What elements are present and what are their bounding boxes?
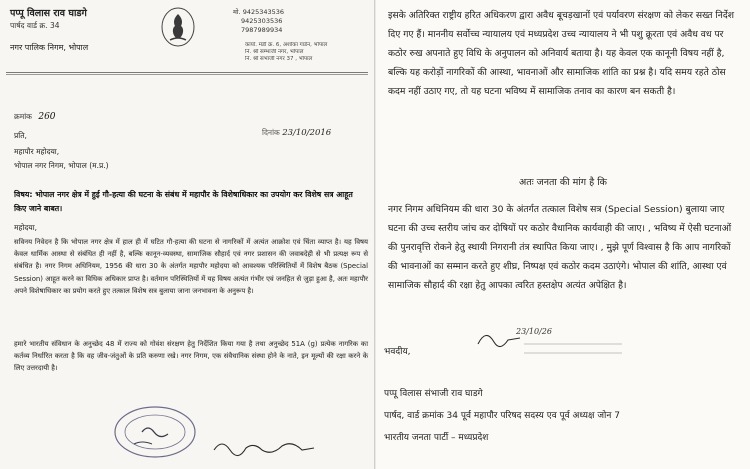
reference-number: [14, 112, 56, 122]
letterhead-name: पप्पू विलास राव घाडगे: [10, 8, 87, 19]
date-value: 23/10/2016: [282, 128, 332, 138]
letter-page-1: [0, 0, 374, 469]
signer-party: भारतीय जनता पार्टी – मध्यप्रदेश: [384, 433, 489, 443]
letterhead-divider: [6, 72, 368, 73]
salutation: महोदया,: [14, 223, 38, 232]
body-paragraph: सविनय निवेदन है कि भोपाल नगर क्षेत्र में हाल ही में घटित गौ-हत्या की घटना से नागरिकों में अत्यंत आक्रोश एवं चिंता व्याप्त है। यह विषय केवल धार्मिक आस्था से संबंधित ही नहीं है, बल्कि कानून-व्यवस्था, सामाजिक सौहार्द एवं नगर प्रशासन की जवाबदेही से भी प्रत्यक्ष रूप से संबंधित है। नगर निगम अधिनियम, 1956 की धारा 30 के अंतर्गत महापौर महोदया को आवश्यक परिस्थितियों में विशेष बैठक (Special Session) आहूत करने का विधिक अधिकार प्राप्त है। वर्तमान परिस्थितियों में यह विषय अत्यंत गंभीर एवं जनहित से जुड़ा हुआ है, अतः महापौर अपने विशेषाधिकार का प्रयोग करते हुए तत्काल विशेष सत्र बुलाया जाना जनभावना के अनुरूप है।: [14, 238, 368, 295]
signer-title: पार्षद, वार्ड क्रमांक 34 पूर्व महापौर परिषद सदस्य एव पूर्व अध्यक्ष जोन 7: [384, 411, 620, 421]
addressee-title: महापौर महोदया,: [14, 147, 60, 156]
official-seal: [112, 404, 198, 460]
mobile-number: 9425303536: [241, 17, 283, 25]
letter-subject: विषय: भोपाल नगर क्षेत्र में हुई गौ-हत्या की घटना के संबंध में महापौर के विशेषाधिकार का उपयोग कर विशेष सत्र आहूत किए जाने बाबत।: [14, 190, 353, 213]
signer-name: पप्पू विलास संभाजी राव घाडगे: [384, 389, 483, 399]
letterhead-mobiles: [233, 8, 284, 35]
to-line: प्रति,: [14, 131, 27, 140]
letter-date: [262, 128, 331, 138]
address-line: कार्या. मंडी क्र. 6, अशोका गार्डन, भोपाल: [245, 42, 328, 48]
letterhead-ward: पार्षद वार्ड क्र. 34: [10, 21, 60, 30]
demand-paragraph: नगर निगम अधिनियम की धारा 30 के अंतर्गत तत्काल विशेष सत्र (Special Session) बुलाया जाए घटना की उच्च स्तरीय जांच कर दोषियों पर कठोर वैधानिक कार्यवाही की जाए। , भविष्य में ऐसी घटनाओं की पुनरावृत्ति रोकने हेतु स्थायी निगरानी तंत्र स्थापित किया जाए। , मुझे पूर्ण विश्वास है कि आप नागरिकों की भावनाओं का सम्मान करते हुए शीघ्र, निष्पक्ष एवं कठोर कदम उठाएंगे। भोपाल की शांति, आस्था एवं सामाजिक सौहार्द की रक्षा हेतु आपका त्वरित हस्तक्षेप अत्यंत अपेक्षित है।: [388, 204, 732, 291]
handwritten-signature: [210, 436, 320, 458]
body-paragraph: हमारे भारतीय संविधान के अनुच्छेद 48 में राज्य को गोवंश संरक्षण हेतु निर्देशित किया गया है तथा अनुच्छेद 51A (g) प्रत्येक नागरिक का कर्तव्य निर्धारित करता है कि वह जीव-जंतुओं के प्रति करुणा रखे। नगर निगम, एक संवैधानिक संस्था होने के नाते, इन मूल्यों की रक्षा करने के लिए उत्तरदायी है।: [14, 340, 368, 373]
letterhead-org: नगर पालिक निगम, भोपाल: [10, 43, 89, 52]
address-line: नि. श्री सम्भाजी नगर, भोपाल: [245, 49, 304, 55]
mobile-number: मो. 9425343536: [233, 8, 285, 16]
date-label: दिनांक: [262, 128, 280, 137]
party-emblem-icon: [160, 6, 196, 48]
body-paragraph: इसके अतिरिक्त राष्ट्रीय हरित अधिकरण द्वारा अवैध बूचड़खानों एवं पर्यावरण संरक्षण को लेकर सख्त निर्देश दिए गए हैं। माननीय सर्वोच्च न्यायालय एवं मध्यप्रदेश उच्च न्यायालय ने भी पशु क्रूरता एवं अवैध वध पर कठोर रुख अपनाते हुए विधि के अनुपालन को अनिवार्य बताया है। यह केवल एक कानूनी विषय नहीं है, बल्कि यह करोड़ों नागरिकों की आस्था, भावनाओं और सामाजिक शांति का प्रश्न है। यदि समय रहते ठोस कदम नहीं उठाए गए, तो यह घटना भविष्य में सामाजिक तनाव का कारण बन सकती है।: [388, 10, 734, 97]
reference-value: 260: [38, 112, 56, 122]
councillor-stamp-and-signature: [472, 322, 662, 362]
addressee-org: भोपाल नगर निगम, भोपाल (म.प्र.): [14, 161, 109, 170]
address-line: नि. श्री संभाजी नगर 37 , भोपाल: [245, 56, 313, 62]
closing: भवदीय,: [384, 347, 411, 357]
letterhead-address: [245, 42, 370, 63]
letter-page-2: [376, 0, 750, 469]
reference-label: क्रमांक: [14, 112, 32, 121]
mobile-number: 7987989934: [241, 26, 283, 34]
letterhead-divider: [6, 74, 368, 75]
demand-heading: अतः जनता की मांग है कि: [519, 177, 607, 188]
svg-text:23/10/26: 23/10/26: [516, 327, 552, 336]
